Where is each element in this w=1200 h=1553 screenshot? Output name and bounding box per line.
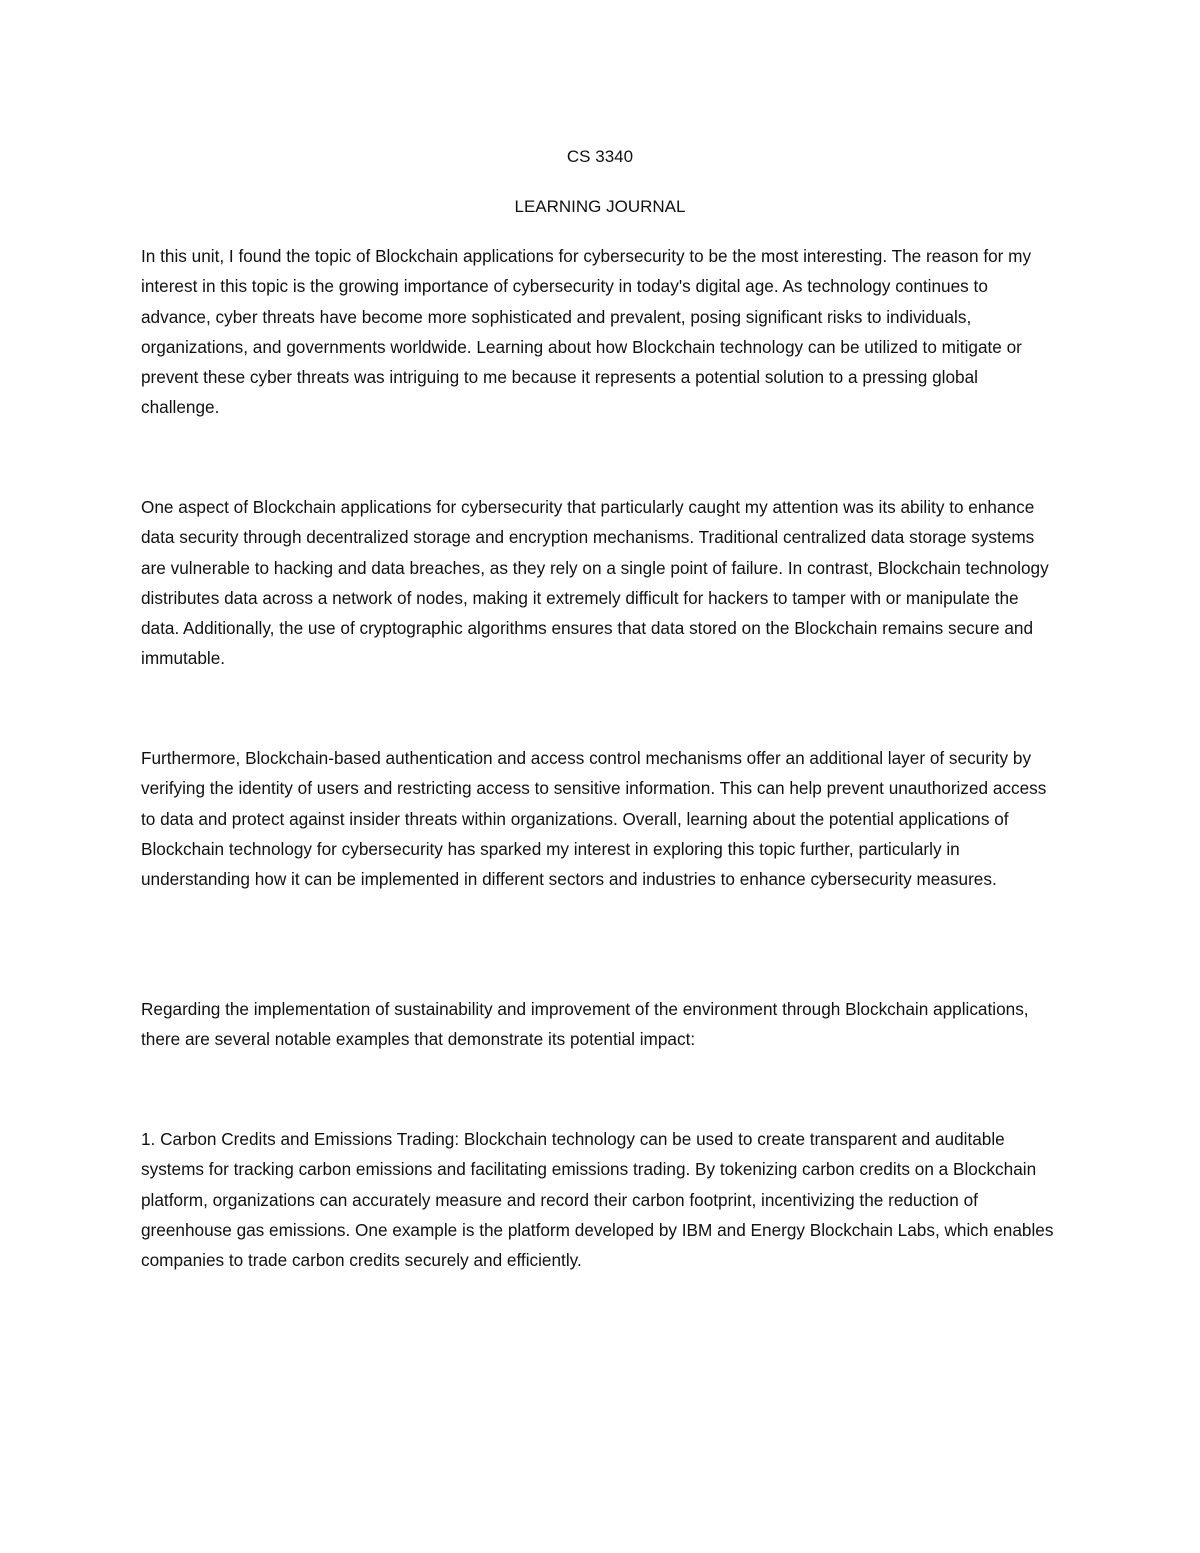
paragraph-authentication: Furthermore, Blockchain-based authentication and access control mechanisms offer an additional layer of security by verifying the identity of users and restricting access to sensitive information. This can help prevent unauthorized access to data and protect against insider threats within organizations. Overall, learning about the potential applications of Blockchain technology for cybersecurity has sparked my interest in exploring this topic further, particularly in understanding how it can be implemented in different sectors and industries to enhance cybersecurity measures.: [141, 748, 1047, 890]
paragraph-data-security: One aspect of Blockchain applications for cybersecurity that particularly caught my attention was its ability to enhance data security through decentralized storage and encryption mechanisms. Traditional centralized data storage systems are vulnerable to hacking and data breaches, as they rely on a single point of failure. In contrast, Blockchain technology distributes data across a network of nodes, making it extremely difficult for hackers to tamper with or manipulate the data. Additionally, the use of cryptographic algorithms ensures that data stored on the Blockchain remains secure and immutable.: [141, 497, 1049, 669]
paragraph-interest: In this unit, I found the topic of Blockchain applications for cybersecurity to be the most interesting. The reason for my interest in this topic is the growing importance of cybersecurity in today's digital age. As technology continues to advance, cyber threats have become more sophisticated and prevalent, posing significant risks to individuals, organizations, and governments worldwide. Learning about how Blockchain technology can be utilized to mitigate or prevent these cyber threats was intriguing to me because it represents a potential solution to a pressing global challenge.: [141, 246, 1032, 418]
paragraph-carbon-credits: 1. Carbon Credits and Emissions Trading: Blockchain technology can be used to create transparent and auditable systems for tracking carbon emissions and facilitating emissions trading. By tokenizing carbon credits on a Blockchain platform, organizations can accurately measure and record their carbon footprint, incentivizing the reduction of greenhouse gas emissions. One example is the platform developed by IBM and Energy Blockchain Labs, which enables companies to trade carbon credits securely and efficiently.: [141, 1129, 1054, 1271]
paragraph-sustainability-intro: Regarding the implementation of sustainability and improvement of the environment through Blockchain applications, there are several notable examples that demonstrate its potential impact:: [141, 999, 1029, 1050]
course-code: CS 3340: [566, 147, 634, 166]
document-title: LEARNING JOURNAL: [514, 197, 686, 216]
